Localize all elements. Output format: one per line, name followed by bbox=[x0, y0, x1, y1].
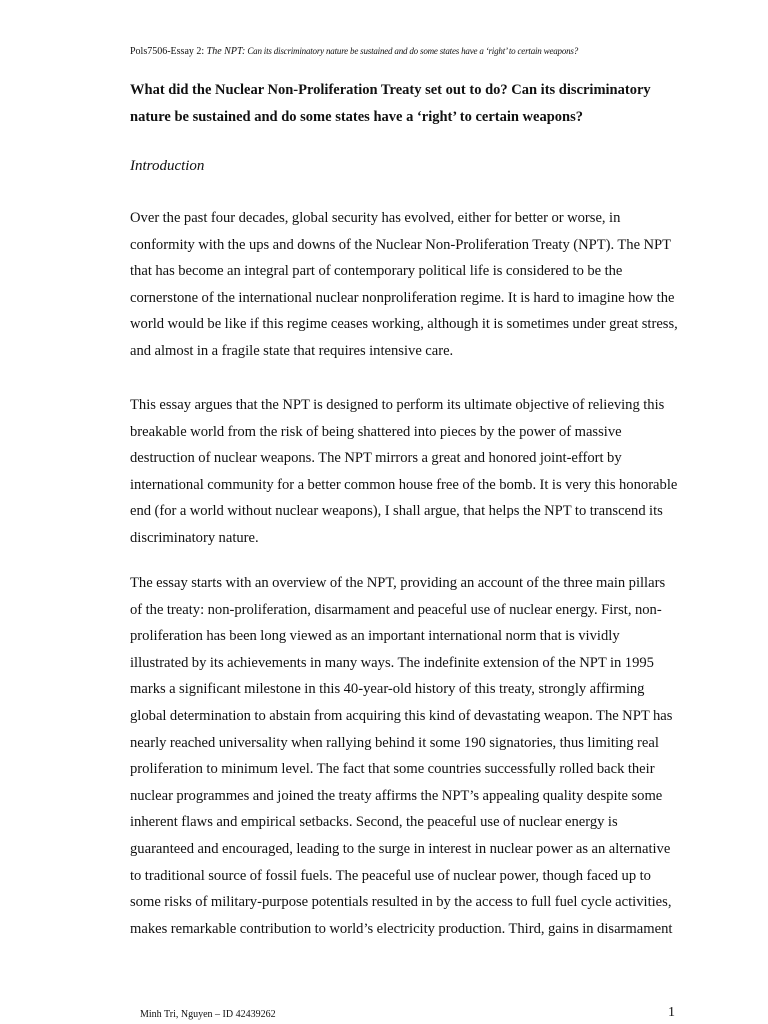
essay-question: What did the Nuclear Non-Proliferation Treaty set out to do? Can its discriminatory nature be sustained and do some states have a ‘right’ to certain weapons? bbox=[130, 82, 651, 125]
header-short-title: The NPT: bbox=[206, 46, 246, 57]
footer-author: Minh Tri, Nguyen – ID 42439262 bbox=[140, 1009, 276, 1020]
paragraph-2: This essay argues that the NPT is designed to perform its ultimate objective of relieving this breakable world from the risk of being shattered into pieces by the power of massive destruction of nuclear weapons. The NPT mirrors a great and honored joint-effort by international community for a better common house free of the bomb. It is very this honorable end (for a world without nuclear weapons), I shall argue, that helps the NPT to transcend its discriminatory nature. bbox=[130, 397, 678, 546]
running-header bbox=[130, 44, 690, 59]
paragraph-3: The essay starts with an overview of the NPT, providing an account of the three main pillars of the treaty: non-proliferation, disarmament and peaceful use of nuclear energy. First, non-proliferation has been long viewed as an important international norm that is vividly illustrated by its achievements in many ways. The indefinite extension of the NPT in 1995 marks a significant milestone in this 40-year-old history of this treaty, strongly affirming global determination to abstain from acquiring this kind of devastating weapon. The NPT has nearly reached universality when rallying behind it some 190 signatories, thus limiting real proliferation to minimum level. The fact that some countries successfully rolled back their nuclear programmes and joined the treaty affirms the NPT’s appealing quality despite some inherent flaws and empirical setbacks. Second, the peaceful use of nuclear energy is guaranteed and encouraged, leading to the surge in interest in nuclear power as an alternative to traditional source of fossil fuels. The peaceful use of nuclear power, though faced up to some risks of military-purpose potentials resulted in by the access to full fuel cycle activities, makes remarkable contribution to world’s electricity production. Third, gains in disarmament bbox=[130, 575, 673, 937]
page-number: 1 bbox=[668, 1005, 675, 1020]
header-subtitle: Can its discriminatory nature be sustained and do some states have a ‘right’ to certain weapons? bbox=[245, 46, 579, 56]
section-heading-introduction: Introduction bbox=[130, 158, 205, 174]
paragraph-1: Over the past four decades, global security has evolved, either for better or worse, in conformity with the ups and downs of the Nuclear Non-Proliferation Treaty (NPT). The NPT that has become an integral part of contemporary political life is considered to be the cornerstone of the international nuclear nonproliferation regime. It is hard to imagine how the world would be like if this regime ceases working, although it is sometimes under great stress, and almost in a fragile state that requires intensive care. bbox=[130, 210, 678, 359]
header-course: Pols7506-Essay 2: bbox=[130, 46, 207, 57]
